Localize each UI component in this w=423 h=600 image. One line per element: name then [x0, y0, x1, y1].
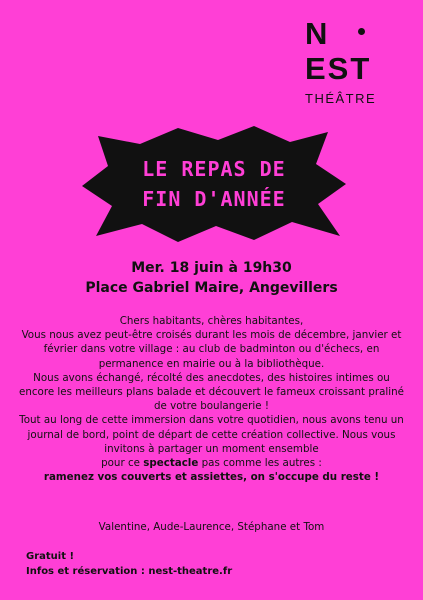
reservation-info: Infos et réservation : nest-theatre.fr — [26, 566, 233, 577]
greeting: Chers habitants, chères habitantes, — [119, 315, 304, 327]
body-text — [18, 314, 405, 484]
logo-n: N — [305, 16, 329, 51]
event-title — [78, 154, 350, 214]
logo-est: EST — [305, 51, 372, 86]
logo-dot — [358, 28, 365, 35]
signature: Valentine, Aude-Laurence, Stéphane et Tom — [98, 521, 325, 533]
event-info — [0, 258, 423, 298]
nest-logo — [305, 18, 395, 105]
paragraph-4 — [18, 456, 405, 470]
title-splat — [78, 124, 350, 244]
p4-pre: pour ce — [101, 457, 140, 470]
paragraph-2: Nous avons échangé, récolté des anecdotes, des histoires intimes ou encore les meilleurs plans balade et découvert le fameux croissant praliné de votre boulangerie ! — [19, 371, 404, 413]
event-place: Place Gabriel Maire, Angevillers — [85, 280, 338, 296]
p4-post: pas comme les autres : — [201, 457, 322, 470]
footer — [26, 549, 232, 579]
paragraph-1: Vous nous avez peut-être croisés durant les mois de décembre, janvier et février dans votre village : au club de badminton ou d'échecs, en permanence en mairie ou à la bibliothèque. — [21, 329, 402, 370]
paragraph-5: ramenez vos couverts et assiettes, on s'occupe du reste ! — [43, 471, 380, 484]
logo-theatre: THÉÂTRE — [305, 91, 377, 106]
paragraph-3: Tout au long de cette immersion dans votre quotidien, nous avons tenu un journal de bord, point de départ de cette création collective. Nous vous invitons à partager un moment ensemble — [19, 414, 404, 455]
title-line-1: LE REPAS DE — [142, 157, 286, 181]
p4-bold: spectacle — [143, 457, 199, 470]
title-line-2: FIN D'ANNÉE — [142, 187, 286, 211]
event-date: Mer. 18 juin à 19h30 — [131, 260, 292, 276]
free-label: Gratuit ! — [26, 551, 75, 562]
